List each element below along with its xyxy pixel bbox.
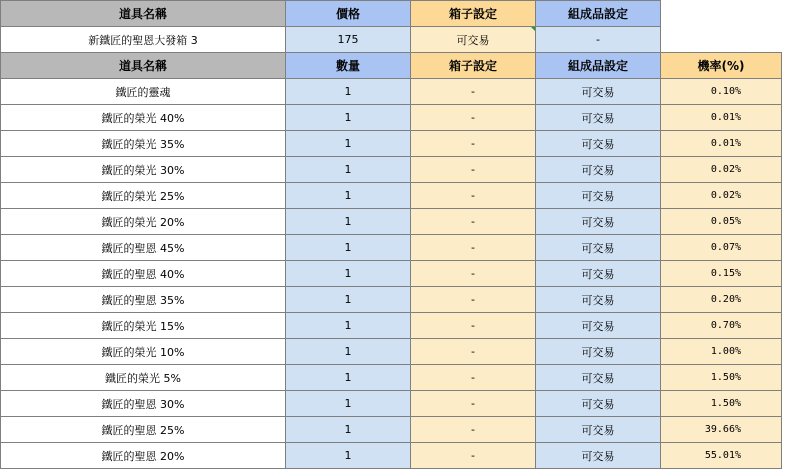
- item-probability-cell[interactable]: 55.01%: [661, 443, 782, 469]
- header-set-setting[interactable]: 組成品設定: [536, 1, 661, 27]
- item-box-cell[interactable]: -: [411, 365, 536, 391]
- product-price-cell[interactable]: 175: [286, 27, 411, 53]
- item-probability-cell[interactable]: 0.02%: [661, 183, 782, 209]
- item-quantity-cell[interactable]: 1: [286, 365, 411, 391]
- table-row: [1, 209, 782, 235]
- item-quantity-cell[interactable]: 1: [286, 79, 411, 105]
- item-quantity-cell[interactable]: 1: [286, 287, 411, 313]
- product-name-cell[interactable]: 新鐵匠的聖恩大發箱 3: [1, 27, 286, 53]
- item-probability-cell[interactable]: 39.66%: [661, 417, 782, 443]
- table-row: [1, 79, 782, 105]
- item-quantity-cell[interactable]: 1: [286, 157, 411, 183]
- item-name-cell[interactable]: 鐵匠的聖恩 40%: [1, 261, 286, 287]
- item-set-cell[interactable]: 可交易: [536, 209, 661, 235]
- item-set-cell[interactable]: 可交易: [536, 79, 661, 105]
- product-set-cell[interactable]: -: [536, 27, 661, 53]
- item-probability-cell[interactable]: 0.70%: [661, 313, 782, 339]
- item-name-cell[interactable]: 鐵匠的聖恩 20%: [1, 443, 286, 469]
- item-box-cell[interactable]: -: [411, 287, 536, 313]
- header-row-items: [1, 53, 782, 79]
- item-set-cell[interactable]: 可交易: [536, 261, 661, 287]
- item-name-cell[interactable]: 鐵匠的榮光 40%: [1, 105, 286, 131]
- item-probability-cell[interactable]: 1.50%: [661, 391, 782, 417]
- item-box-cell[interactable]: -: [411, 261, 536, 287]
- item-probability-cell[interactable]: 0.05%: [661, 209, 782, 235]
- item-box-cell[interactable]: -: [411, 157, 536, 183]
- table-row: [1, 391, 782, 417]
- product-box-value: 可交易: [456, 33, 490, 47]
- header-box-setting[interactable]: 箱子設定: [411, 53, 536, 79]
- empty-cell[interactable]: [661, 1, 782, 27]
- item-name-cell[interactable]: 鐵匠的靈魂: [1, 79, 286, 105]
- item-quantity-cell[interactable]: 1: [286, 261, 411, 287]
- item-box-cell[interactable]: -: [411, 235, 536, 261]
- item-quantity-cell[interactable]: 1: [286, 417, 411, 443]
- item-probability-cell[interactable]: 1.50%: [661, 365, 782, 391]
- item-quantity-cell[interactable]: 1: [286, 313, 411, 339]
- header-probability[interactable]: 機率(%): [661, 53, 782, 79]
- item-probability-cell[interactable]: 0.01%: [661, 131, 782, 157]
- item-set-cell[interactable]: 可交易: [536, 443, 661, 469]
- header-item-name[interactable]: 道具名稱: [1, 1, 286, 27]
- item-box-cell[interactable]: -: [411, 443, 536, 469]
- item-name-cell[interactable]: 鐵匠的榮光 30%: [1, 157, 286, 183]
- header-set-setting[interactable]: 組成品設定: [536, 53, 661, 79]
- item-set-cell[interactable]: 可交易: [536, 183, 661, 209]
- item-name-cell[interactable]: 鐵匠的榮光 35%: [1, 131, 286, 157]
- item-box-cell[interactable]: -: [411, 391, 536, 417]
- item-name-cell[interactable]: 鐵匠的聖恩 25%: [1, 417, 286, 443]
- item-quantity-cell[interactable]: 1: [286, 339, 411, 365]
- empty-cell[interactable]: [661, 27, 782, 53]
- item-probability-cell[interactable]: 0.07%: [661, 235, 782, 261]
- header-box-setting[interactable]: 箱子設定: [411, 1, 536, 27]
- item-probability-cell[interactable]: 0.02%: [661, 157, 782, 183]
- item-box-cell[interactable]: -: [411, 183, 536, 209]
- item-box-cell[interactable]: -: [411, 131, 536, 157]
- table-row: [1, 287, 782, 313]
- item-quantity-cell[interactable]: 1: [286, 443, 411, 469]
- item-box-cell[interactable]: -: [411, 339, 536, 365]
- header-price[interactable]: 價格: [286, 1, 411, 27]
- item-set-cell[interactable]: 可交易: [536, 235, 661, 261]
- item-name-cell[interactable]: 鐵匠的聖恩 35%: [1, 287, 286, 313]
- table-row: [1, 183, 782, 209]
- item-box-cell[interactable]: -: [411, 79, 536, 105]
- item-name-cell[interactable]: 鐵匠的聖恩 30%: [1, 391, 286, 417]
- item-name-cell[interactable]: 鐵匠的榮光 15%: [1, 313, 286, 339]
- item-set-cell[interactable]: 可交易: [536, 105, 661, 131]
- product-row: [1, 27, 782, 53]
- table-row: [1, 313, 782, 339]
- table-row: [1, 339, 782, 365]
- item-set-cell[interactable]: 可交易: [536, 157, 661, 183]
- item-probability-cell[interactable]: 0.10%: [661, 79, 782, 105]
- item-set-cell[interactable]: 可交易: [536, 287, 661, 313]
- item-name-cell[interactable]: 鐵匠的榮光 20%: [1, 209, 286, 235]
- item-probability-cell[interactable]: 1.00%: [661, 339, 782, 365]
- table-row: [1, 235, 782, 261]
- item-box-cell[interactable]: -: [411, 417, 536, 443]
- item-probability-cell[interactable]: 0.20%: [661, 287, 782, 313]
- item-name-cell[interactable]: 鐵匠的榮光 25%: [1, 183, 286, 209]
- item-box-cell[interactable]: -: [411, 105, 536, 131]
- item-set-cell[interactable]: 可交易: [536, 365, 661, 391]
- item-quantity-cell[interactable]: 1: [286, 235, 411, 261]
- item-set-cell[interactable]: 可交易: [536, 391, 661, 417]
- table-row: [1, 261, 782, 287]
- item-quantity-cell[interactable]: 1: [286, 105, 411, 131]
- item-quantity-cell[interactable]: 1: [286, 209, 411, 235]
- item-set-cell[interactable]: 可交易: [536, 339, 661, 365]
- table-row: [1, 417, 782, 443]
- table-row: [1, 105, 782, 131]
- item-box-cell[interactable]: -: [411, 209, 536, 235]
- item-set-cell[interactable]: 可交易: [536, 131, 661, 157]
- header-row-box: [1, 1, 782, 27]
- header-quantity[interactable]: 數量: [286, 53, 411, 79]
- item-quantity-cell[interactable]: 1: [286, 131, 411, 157]
- item-name-cell[interactable]: 鐵匠的榮光 5%: [1, 365, 286, 391]
- item-probability-cell[interactable]: 0.15%: [661, 261, 782, 287]
- table-row: [1, 443, 782, 469]
- item-name-cell[interactable]: 鐵匠的聖恩 45%: [1, 235, 286, 261]
- product-box-cell[interactable]: [411, 27, 536, 53]
- item-probability-cell[interactable]: 0.01%: [661, 105, 782, 131]
- item-quantity-cell[interactable]: 1: [286, 391, 411, 417]
- item-quantity-cell[interactable]: 1: [286, 183, 411, 209]
- header-item-name[interactable]: 道具名稱: [1, 53, 286, 79]
- item-name-cell[interactable]: 鐵匠的榮光 10%: [1, 339, 286, 365]
- table-row: [1, 157, 782, 183]
- table-row: [1, 131, 782, 157]
- item-set-cell[interactable]: 可交易: [536, 417, 661, 443]
- item-set-cell[interactable]: 可交易: [536, 313, 661, 339]
- item-box-cell[interactable]: -: [411, 313, 536, 339]
- table-row: [1, 365, 782, 391]
